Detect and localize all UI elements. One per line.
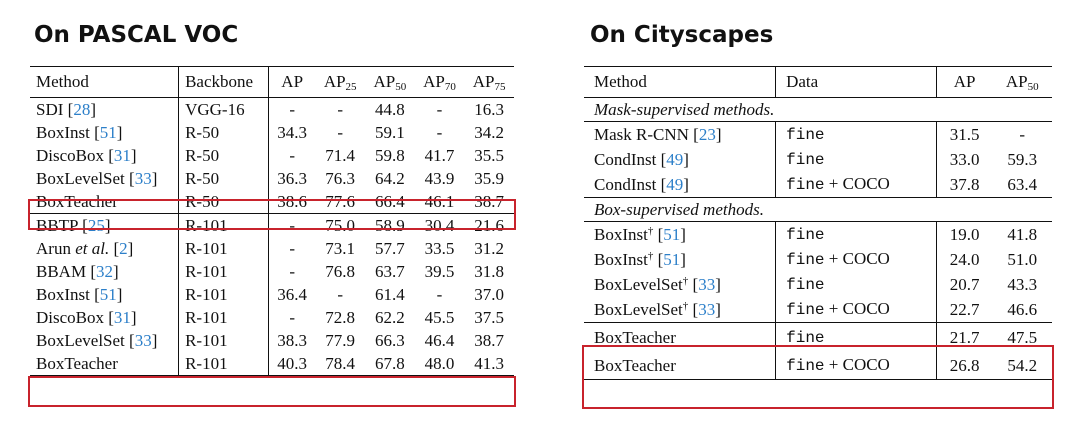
ap25-cell: 77.6	[325, 192, 356, 211]
backbone-cell: R-50	[179, 121, 269, 144]
table-row-boxteacher	[30, 352, 514, 376]
ap25-cell: 72.8	[325, 308, 356, 327]
cityscapes-header-row	[584, 67, 1052, 98]
method-cell: DiscoBox [31]	[30, 306, 179, 329]
method-cell: BoxInst† [51]	[584, 222, 776, 248]
data-cell: fine + COCO	[776, 172, 937, 198]
ap70-cell: 48.0	[415, 352, 465, 376]
ap50-cell: 57.7	[374, 239, 405, 258]
backbone-cell: R-101	[179, 214, 269, 238]
ap-cell: -	[289, 308, 295, 327]
backbone-cell: R-101	[179, 237, 269, 260]
ap25-cell: 76.3	[325, 169, 356, 188]
ap-cell: -	[289, 146, 295, 165]
method-cell: CondInst [49]	[584, 147, 776, 172]
ap25-cell: -	[337, 285, 344, 304]
col-ap25: $AP_{25}$	[315, 67, 365, 98]
ap70-cell: -	[436, 285, 443, 304]
method-cell: SDI [28]	[30, 98, 179, 122]
ap25-cell: -	[337, 123, 344, 142]
ap25-cell: 76.8	[325, 262, 356, 281]
method-cell: Mask R-CNN [23]	[584, 122, 776, 148]
ap25-cell: 77.9	[325, 331, 356, 350]
method-cell: BoxInst† [51]	[584, 247, 776, 272]
table-row	[30, 237, 514, 260]
col-backbone: Backbone	[179, 67, 269, 98]
col-method: Method	[30, 67, 179, 98]
ap50-cell: 47.5	[992, 323, 1052, 352]
ap50-cell: 54.2	[992, 351, 1052, 380]
method-cell: BoxLevelSet [33]	[30, 167, 179, 190]
ap70-cell: 39.5	[424, 262, 455, 281]
ap50-cell: 43.3	[1007, 275, 1038, 294]
ap50-cell: 59.3	[1007, 150, 1038, 169]
table-row	[30, 329, 514, 352]
ap70-cell: 30.4	[415, 214, 465, 238]
ap-cell: -	[268, 214, 315, 238]
method-cell: BBAM [32]	[30, 260, 179, 283]
group-label: Mask-supervised methods.	[594, 100, 775, 119]
voc-header-row	[30, 67, 514, 98]
table-row	[584, 122, 1052, 148]
col-ap: AP	[936, 67, 992, 98]
table-row	[584, 147, 1052, 172]
ap70-cell: 33.5	[424, 239, 455, 258]
ap70-cell: 43.9	[424, 169, 455, 188]
ap50-cell: 66.4	[374, 192, 405, 211]
table-row-boxteacher	[30, 190, 514, 214]
data-cell: fine	[776, 222, 937, 248]
ap75-cell: 31.2	[474, 239, 505, 258]
ap70-cell: 46.1	[424, 192, 455, 211]
group-row-box	[584, 198, 1052, 222]
cityscapes-results-table	[584, 66, 1052, 380]
table-row	[584, 172, 1052, 198]
ap-cell: 31.5	[936, 122, 992, 148]
ap25-cell: 73.1	[325, 239, 356, 258]
ap75-cell: 34.2	[474, 123, 505, 142]
table-row	[584, 222, 1052, 248]
table-row	[30, 260, 514, 283]
method-cell: BoxTeacher	[30, 190, 179, 214]
ap75-cell: 31.8	[474, 262, 505, 281]
ap-cell: 36.4	[277, 285, 308, 304]
ap50-cell: 61.4	[374, 285, 405, 304]
ap75-cell: 38.7	[474, 331, 505, 350]
ap50-cell: 41.8	[992, 222, 1052, 248]
table-row-boxteacher	[584, 351, 1052, 380]
ap25-cell: 75.0	[315, 214, 365, 238]
ap25-cell: -	[337, 100, 344, 119]
highlight-box-voc-r101	[28, 376, 516, 407]
method-cell: DiscoBox [31]	[30, 144, 179, 167]
ap75-cell: 16.3	[474, 100, 505, 119]
ap-cell: 22.7	[949, 300, 980, 319]
ap50-cell: 67.8	[365, 352, 415, 376]
data-cell: fine + COCO	[776, 351, 937, 380]
col-ap50: $AP_{50}$	[992, 67, 1052, 98]
table-row	[30, 167, 514, 190]
ap50-cell: 44.8	[374, 100, 405, 119]
ap-cell: -	[289, 262, 295, 281]
data-cell: fine	[776, 122, 937, 148]
ap-cell: -	[289, 239, 295, 258]
ap-cell: 37.8	[949, 175, 980, 194]
col-ap70: $AP_{70}$	[415, 67, 465, 98]
group-row-mask	[584, 98, 1052, 122]
ap75-cell: 21.6	[464, 214, 514, 238]
ap-cell: 20.7	[949, 275, 980, 294]
ap70-cell: 45.5	[424, 308, 455, 327]
data-cell: fine	[776, 323, 937, 352]
ap50-cell: 62.2	[374, 308, 405, 327]
backbone-cell: R-101	[179, 329, 269, 352]
table-row	[30, 306, 514, 329]
ap75-cell: 35.5	[474, 146, 505, 165]
table-row	[584, 297, 1052, 323]
ap-cell: 38.6	[277, 192, 308, 211]
method-cell: BoxInst [51]	[30, 121, 179, 144]
ap70-cell: -	[436, 123, 443, 142]
ap-cell: 19.0	[936, 222, 992, 248]
ap50-cell: 63.4	[1007, 175, 1038, 194]
table-row	[30, 283, 514, 306]
method-cell: BoxInst [51]	[30, 283, 179, 306]
backbone-cell: R-101	[179, 306, 269, 329]
ap50-cell: 59.1	[374, 123, 405, 142]
method-cell: BoxTeacher	[584, 323, 776, 352]
ap-cell: 26.8	[936, 351, 992, 380]
ap75-cell: 35.9	[474, 169, 505, 188]
ap50-cell: -	[992, 122, 1052, 148]
ap25-cell: 71.4	[325, 146, 356, 165]
ap25-cell: 78.4	[315, 352, 365, 376]
table-row-boxteacher	[584, 323, 1052, 352]
table-row	[30, 121, 514, 144]
method-cell: Arun et al. [2]	[30, 237, 179, 260]
col-ap: AP	[268, 67, 315, 98]
ap75-cell: 37.0	[474, 285, 505, 304]
ap75-cell: 37.5	[474, 308, 505, 327]
voc-heading: On PASCAL VOC	[34, 22, 239, 48]
ap70-cell: 41.7	[424, 146, 455, 165]
method-cell: BoxTeacher	[584, 351, 776, 380]
ap-cell: 40.3	[268, 352, 315, 376]
ap-cell: 34.3	[277, 123, 308, 142]
ap50-cell: 46.6	[1007, 300, 1038, 319]
ap-cell: 33.0	[949, 150, 980, 169]
ap-cell: 21.7	[936, 323, 992, 352]
ap50-cell: 66.3	[374, 331, 405, 350]
backbone-cell: R-101	[179, 352, 269, 376]
table-row	[30, 214, 514, 238]
ap70-cell: 46.4	[424, 331, 455, 350]
method-cell: BoxTeacher	[30, 352, 179, 376]
backbone-cell: VGG-16	[179, 98, 269, 122]
backbone-cell: R-50	[179, 167, 269, 190]
data-cell: fine	[776, 272, 937, 297]
backbone-cell: R-50	[179, 190, 269, 214]
ap50-cell: 59.8	[374, 146, 405, 165]
ap-cell: 36.3	[277, 169, 308, 188]
ap50-cell: 58.9	[365, 214, 415, 238]
table-row	[584, 247, 1052, 272]
col-method: Method	[584, 67, 776, 98]
method-cell: BoxLevelSet† [33]	[584, 297, 776, 323]
method-cell: BoxLevelSet [33]	[30, 329, 179, 352]
ap75-cell: 38.7	[474, 192, 505, 211]
cityscapes-heading: On Cityscapes	[590, 22, 774, 48]
ap-cell: 24.0	[949, 250, 980, 269]
data-cell: fine + COCO	[776, 247, 937, 272]
method-cell: CondInst [49]	[584, 172, 776, 198]
col-ap50: $AP_{50}$	[365, 67, 415, 98]
ap-cell: -	[289, 100, 295, 119]
col-data: Data	[776, 67, 937, 98]
col-ap75: $AP_{75}$	[464, 67, 514, 98]
table-row	[584, 272, 1052, 297]
ap50-cell: 63.7	[374, 262, 405, 281]
backbone-cell: R-101	[179, 283, 269, 306]
method-cell: BoxLevelSet† [33]	[584, 272, 776, 297]
ap50-cell: 64.2	[374, 169, 405, 188]
method-cell: BBTP [25]	[30, 214, 179, 238]
ap75-cell: 41.3	[464, 352, 514, 376]
ap70-cell: -	[436, 100, 443, 119]
voc-results-table	[30, 66, 514, 376]
table-row	[30, 98, 514, 122]
backbone-cell: R-101	[179, 260, 269, 283]
ap50-cell: 51.0	[1007, 250, 1038, 269]
data-cell: fine + COCO	[776, 297, 937, 323]
group-label: Box-supervised methods.	[584, 198, 1052, 222]
data-cell: fine	[776, 147, 937, 172]
ap-cell: 38.3	[277, 331, 308, 350]
table-row	[30, 144, 514, 167]
backbone-cell: R-50	[179, 144, 269, 167]
